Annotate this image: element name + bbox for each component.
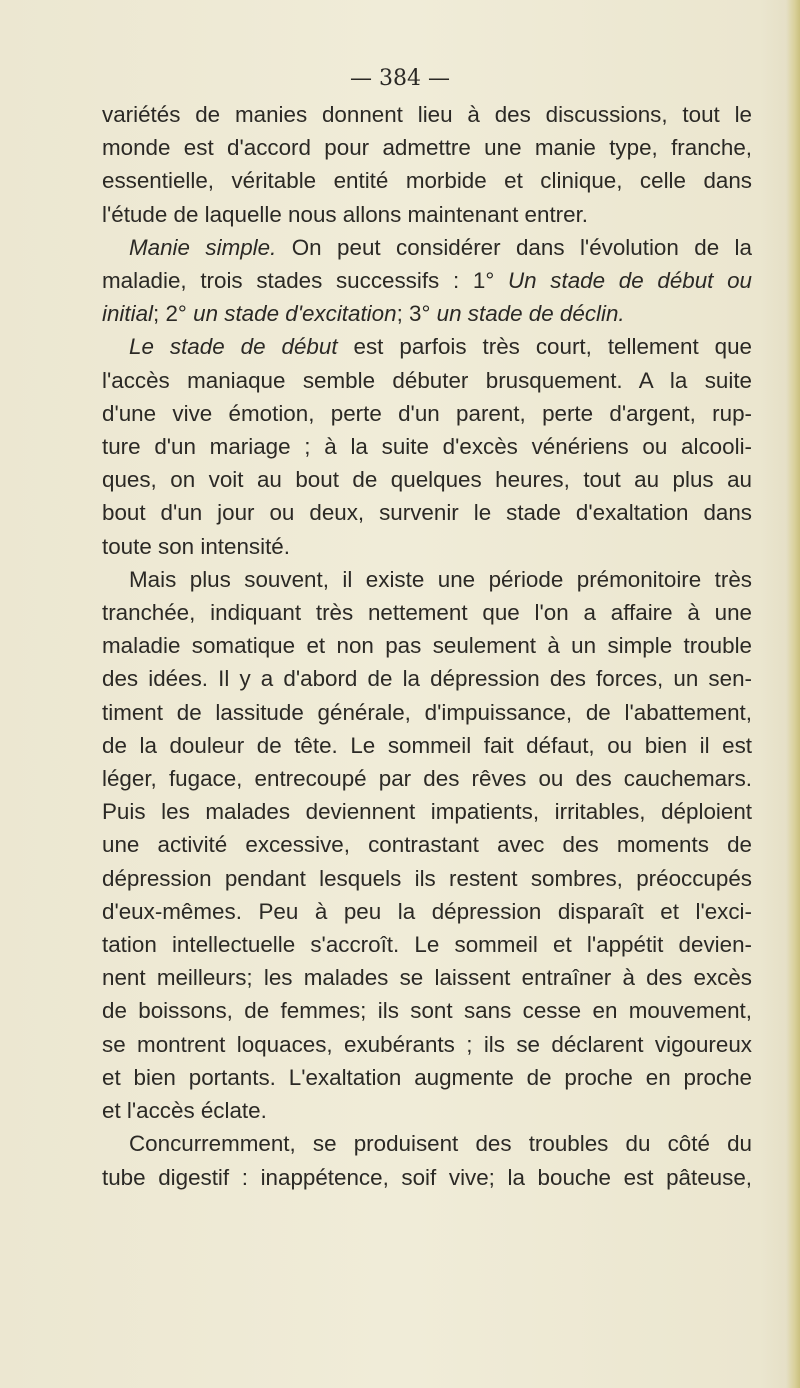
text-line: monde est d'accord pour admettre une manie type, franche, (102, 135, 752, 161)
text-line: timent de lassitude générale, d'impuissance, de l'abattement, (102, 699, 752, 725)
text-line: tube digestif : inappétence, soif vive; la bouche est pâteuse, (102, 1164, 752, 1190)
section-heading: Manie simple. (129, 234, 277, 260)
page-edge-shadow (786, 0, 800, 1388)
text-line: de boissons, de femmes; ils sont sans cesse en mouvement, (102, 998, 752, 1024)
text-fragment: ; 2° (153, 301, 187, 327)
paragraph-4 (102, 563, 752, 1127)
lead-term: Le stade de début (129, 334, 338, 360)
text-line (102, 297, 752, 330)
text-line: d'eux-mêmes. Peu à peu la dépression disparaît et l'exci- (102, 898, 752, 924)
text-line: Puis les malades deviennent impatients, irritables, déploient (102, 799, 752, 825)
text-line: tranchée, indiquant très nettement que l'on a affaire à une (102, 600, 752, 626)
text-line: bout d'un jour ou deux, survenir le stade d'exaltation dans (102, 500, 752, 526)
paragraph-3 (102, 330, 752, 562)
text-line: se montrent loquaces, exubérants ; ils se déclarent vigoureux (102, 1031, 752, 1057)
page-number: — 384 — (350, 66, 450, 91)
text-line: maladie somatique et non pas seulement à un simple trouble (102, 633, 752, 659)
text-line: d'une vive émotion, perte d'un parent, perte d'argent, rup- (102, 400, 752, 426)
text-line: nent meilleurs; les malades se laissent entraîner à des excès (102, 965, 752, 991)
text-line: ture d'un mariage ; à la suite d'excès vénériens ou alcooli- (102, 434, 752, 460)
stage-1-label-cont: initial (102, 301, 154, 327)
text-line: tation intellectuelle s'accroît. Le sommeil et l'appétit devien- (102, 932, 752, 958)
stage-1-label: Un stade de début ou (507, 268, 752, 294)
stage-3-label: un stade de déclin. (436, 301, 625, 327)
stage-2-label: un stade d'excitation (193, 301, 397, 327)
text-line: toute son intensité. (102, 533, 290, 559)
text-line (102, 330, 752, 363)
text-line: de la douleur de tête. Le sommeil fait défaut, ou bien il est (102, 732, 752, 758)
text-fragment: maladie, trois stades successifs : 1° (102, 268, 495, 294)
text-fragment: est parfois très court, tellement que (353, 334, 753, 360)
text-line: léger, fugace, entrecoupé par des rêves ou des cauchemars. (102, 766, 752, 792)
text-line: Concurremment, se produisent des troubles du côté du (129, 1131, 752, 1157)
text-fragment: ; 3° (396, 301, 431, 327)
text-line: et l'accès éclate. (102, 1098, 267, 1124)
text-line (102, 264, 752, 297)
text-line: l'étude de laquelle nous allons maintenant entrer. (102, 201, 589, 227)
text-line: Mais plus souvent, il existe une période prémonitoire très (129, 566, 752, 592)
paragraph-1 (102, 98, 752, 231)
text-line: essentielle, véritable entité morbide et clinique, celle dans (102, 168, 752, 194)
text-line (102, 231, 752, 264)
paragraph-5 (102, 1127, 752, 1193)
text-line: des idées. Il y a d'abord de la dépression des forces, un sen- (102, 666, 752, 692)
body-text (102, 98, 752, 1194)
text-line: ques, on voit au bout de quelques heures, tout au plus au (102, 467, 752, 493)
text-line: l'accès maniaque semble débuter brusquement. A la suite (102, 367, 752, 393)
text-line: variétés de manies donnent lieu à des discussions, tout le (102, 102, 752, 127)
text-fragment: On peut considérer dans l'évolution de la (291, 234, 752, 260)
text-line: une activité excessive, contrastant avec des moments de (102, 832, 752, 858)
text-line: dépression pendant lesquels ils restent sombres, préoccupés (102, 865, 752, 891)
text-line: et bien portants. L'exaltation augmente de proche en proche (102, 1064, 752, 1090)
paragraph-2 (102, 231, 752, 331)
